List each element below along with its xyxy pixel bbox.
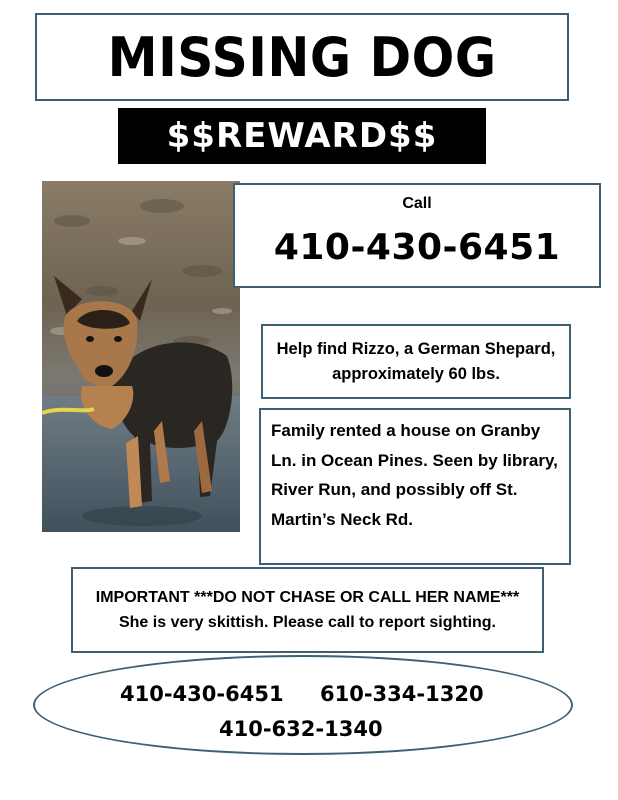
dog-photo bbox=[42, 181, 240, 532]
sighting-details: Family rented a house on Granby Ln. in Ocean Pines. Seen by library, River Run, and possibly off St. Martin’s Neck Rd. bbox=[271, 421, 558, 529]
description-box bbox=[261, 324, 571, 399]
reward-text: $$REWARD$$ bbox=[166, 116, 438, 156]
call-box bbox=[233, 183, 601, 288]
reward-banner bbox=[118, 108, 486, 164]
call-phone-number: 410-430-6451 bbox=[273, 227, 561, 268]
dog-description: Help find Rizzo, a German Shepard, approximately 60 lbs. bbox=[276, 339, 556, 383]
important-notice: IMPORTANT ***DO NOT CHASE OR CALL HER NAME*** She is very skittish. Please call to report sighting. bbox=[95, 589, 520, 631]
contact-phone-2: 610-334-1320 bbox=[320, 682, 484, 706]
flyer-title: MISSING DOG bbox=[107, 25, 497, 89]
important-notice-box bbox=[71, 567, 544, 653]
call-label: Call bbox=[402, 195, 432, 212]
contact-phone-1: 410-430-6451 bbox=[120, 682, 284, 706]
sighting-details-box bbox=[259, 408, 571, 565]
title-box bbox=[35, 13, 569, 101]
contact-phone-3: 410-632-1340 bbox=[219, 717, 383, 741]
